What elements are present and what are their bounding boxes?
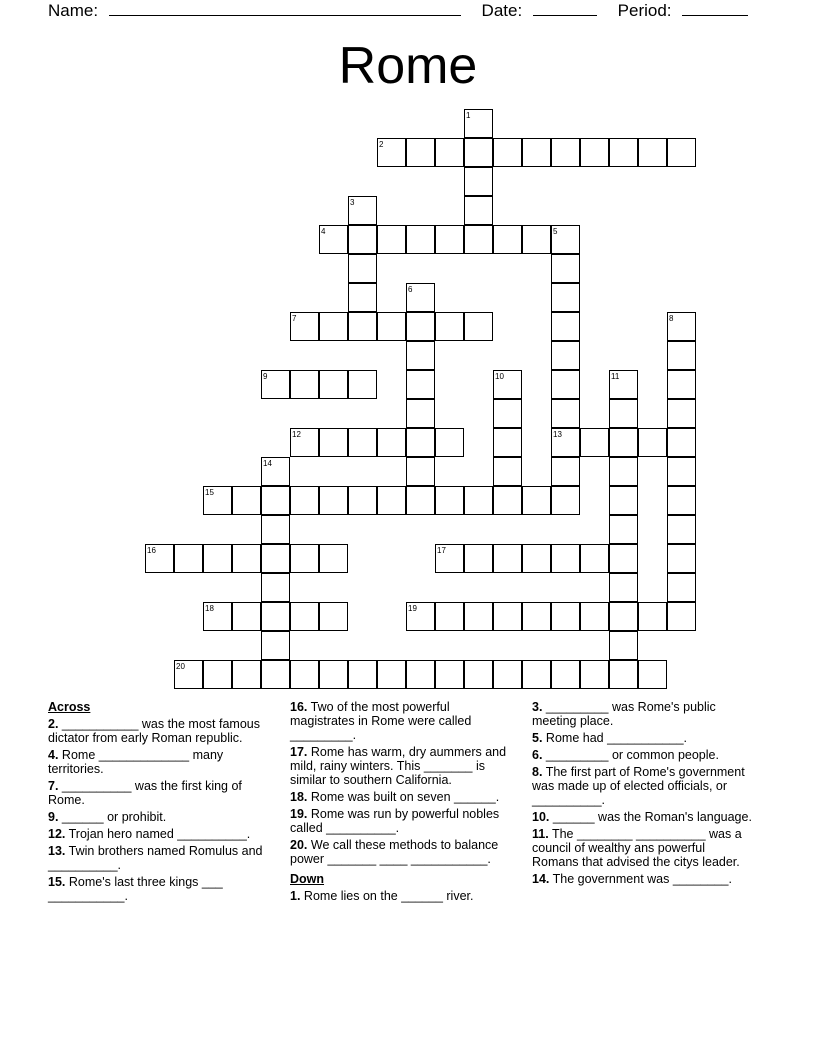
clue-down-11: 11. The ________ __________ was a council of wealthy ans powerful Romans that advised the citys leader. xyxy=(532,827,742,869)
cell-number: 12 xyxy=(292,430,301,439)
cell-number: 18 xyxy=(205,604,214,613)
grid-cell[interactable] xyxy=(464,602,493,631)
grid-cell[interactable] xyxy=(406,457,435,486)
grid-cell[interactable] xyxy=(493,225,522,254)
clue-column-1 xyxy=(48,700,270,906)
cell-number: 1 xyxy=(466,111,471,120)
grid-cell[interactable] xyxy=(551,486,580,515)
grid-cell[interactable] xyxy=(580,602,609,631)
clue-across-20: 20. We call these methods to balance power _______ ____ ___________. xyxy=(290,838,499,866)
grid-cell[interactable] xyxy=(348,225,377,254)
clue-across-16: 16. Two of the most powerful magistrates in Rome were called _________. xyxy=(290,700,472,742)
grid-cell[interactable] xyxy=(551,399,580,428)
clue-across-19: 19. Rome was run by powerful nobles called __________. xyxy=(290,807,500,835)
cell-number: 14 xyxy=(263,459,272,468)
grid-cell[interactable] xyxy=(261,660,290,689)
grid-cell[interactable] xyxy=(580,660,609,689)
clue-across-15: 15. Rome's last three kings ___ ___________. xyxy=(48,875,223,903)
grid-cell[interactable] xyxy=(580,428,609,457)
grid-cell[interactable] xyxy=(667,544,696,573)
grid-cell[interactable] xyxy=(319,660,348,689)
grid-cell[interactable] xyxy=(464,138,493,167)
grid-cell[interactable] xyxy=(551,341,580,370)
grid-cell[interactable] xyxy=(609,457,638,486)
grid-cell[interactable] xyxy=(493,399,522,428)
grid-cell[interactable] xyxy=(667,515,696,544)
cell-number: 4 xyxy=(321,227,326,236)
grid-cell[interactable] xyxy=(493,138,522,167)
grid-cell[interactable] xyxy=(203,486,232,515)
grid-cell[interactable] xyxy=(667,486,696,515)
clue-across-7: 7. __________ was the first king of Rome. xyxy=(48,779,242,807)
clue-down-8: 8. The first part of Rome's government was made up of elected officials, or __________. xyxy=(532,765,745,807)
grid-cell[interactable] xyxy=(667,573,696,602)
grid-cell[interactable] xyxy=(261,631,290,660)
grid-cell[interactable] xyxy=(609,370,638,399)
clue-across-12: 12. Trojan hero named __________. xyxy=(48,827,251,841)
grid-cell[interactable] xyxy=(551,544,580,573)
grid-cell[interactable] xyxy=(522,602,551,631)
grid-cell[interactable] xyxy=(261,544,290,573)
grid-cell[interactable] xyxy=(435,602,464,631)
grid-cell[interactable] xyxy=(406,370,435,399)
grid-cell[interactable] xyxy=(232,544,261,573)
grid-cell[interactable] xyxy=(319,602,348,631)
grid-cell[interactable] xyxy=(464,660,493,689)
grid-cell[interactable] xyxy=(580,138,609,167)
grid-cell[interactable] xyxy=(377,312,406,341)
grid-cell[interactable] xyxy=(551,312,580,341)
grid-cell[interactable] xyxy=(667,428,696,457)
grid-cell[interactable] xyxy=(348,283,377,312)
grid-cell[interactable] xyxy=(667,399,696,428)
clue-across-18: 18. Rome was built on seven ______. xyxy=(290,790,500,804)
name-label: Name: xyxy=(48,1,99,20)
grid-cell[interactable] xyxy=(551,225,580,254)
clue-across-4: 4. Rome _____________ many territories. xyxy=(48,748,224,776)
clue-column-3 xyxy=(532,700,754,889)
grid-cell[interactable] xyxy=(232,660,261,689)
cell-number: 2 xyxy=(379,140,384,149)
down-heading: Down xyxy=(290,872,325,886)
grid-cell[interactable] xyxy=(522,138,551,167)
grid-cell[interactable] xyxy=(609,602,638,631)
grid-cell[interactable] xyxy=(667,457,696,486)
grid-cell[interactable] xyxy=(203,544,232,573)
grid-cell[interactable] xyxy=(290,486,319,515)
grid-cell[interactable] xyxy=(609,486,638,515)
grid-cell[interactable] xyxy=(493,457,522,486)
grid-cell[interactable] xyxy=(609,428,638,457)
grid-cell[interactable] xyxy=(261,515,290,544)
grid-cell[interactable] xyxy=(609,631,638,660)
grid-cell[interactable] xyxy=(290,370,319,399)
clue-across-17: 17. Rome has warm, dry aummers and mild, rainy winters. This _______ is similar to southern California. xyxy=(290,745,507,787)
grid-cell[interactable] xyxy=(551,138,580,167)
cell-number: 8 xyxy=(669,314,674,323)
grid-cell[interactable] xyxy=(406,283,435,312)
cell-number: 19 xyxy=(408,604,417,613)
cell-number: 16 xyxy=(147,546,156,555)
grid-cell[interactable] xyxy=(406,312,435,341)
grid-cell[interactable] xyxy=(348,196,377,225)
grid-cell[interactable] xyxy=(522,225,551,254)
grid-cell[interactable] xyxy=(667,370,696,399)
grid-cell[interactable] xyxy=(609,515,638,544)
clue-down-6: 6. _________ or common people. xyxy=(532,748,719,762)
grid-cell[interactable] xyxy=(464,486,493,515)
grid-cell[interactable] xyxy=(522,486,551,515)
grid-cell[interactable] xyxy=(435,660,464,689)
grid-cell[interactable] xyxy=(493,486,522,515)
grid-cell[interactable] xyxy=(319,428,348,457)
grid-cell[interactable] xyxy=(406,341,435,370)
grid-cell[interactable] xyxy=(319,370,348,399)
grid-cell[interactable] xyxy=(435,138,464,167)
grid-cell[interactable] xyxy=(319,225,348,254)
grid-cell[interactable] xyxy=(464,312,493,341)
cell-number: 15 xyxy=(205,488,214,497)
grid-cell[interactable] xyxy=(464,109,493,138)
cell-number: 11 xyxy=(611,372,620,381)
grid-cell[interactable] xyxy=(406,138,435,167)
grid-cell[interactable] xyxy=(522,660,551,689)
page-title: Rome xyxy=(338,37,478,95)
clue-down-5: 5. Rome had ___________. xyxy=(532,731,688,745)
grid-cell[interactable] xyxy=(290,312,319,341)
grid-cell[interactable] xyxy=(406,225,435,254)
grid-cell[interactable] xyxy=(377,428,406,457)
grid-cell[interactable] xyxy=(319,544,348,573)
grid-cell[interactable] xyxy=(638,602,667,631)
grid-cell[interactable] xyxy=(551,457,580,486)
grid-cell[interactable] xyxy=(261,602,290,631)
grid-cell[interactable] xyxy=(348,428,377,457)
grid-cell[interactable] xyxy=(232,486,261,515)
grid-cell[interactable] xyxy=(609,660,638,689)
grid-cell[interactable] xyxy=(435,225,464,254)
grid-cell[interactable] xyxy=(638,660,667,689)
cell-number: 10 xyxy=(495,372,504,381)
grid-cell[interactable] xyxy=(638,428,667,457)
grid-cell[interactable] xyxy=(667,312,696,341)
grid-cell[interactable] xyxy=(551,254,580,283)
clue-down-1: 1. Rome lies on the ______ river. xyxy=(290,889,474,903)
grid-cell[interactable] xyxy=(174,660,203,689)
grid-cell[interactable] xyxy=(551,283,580,312)
cell-number: 9 xyxy=(263,372,268,381)
date-label: Date: xyxy=(481,1,523,20)
grid-cell[interactable] xyxy=(667,138,696,167)
clue-across-13: 13. Twin brothers named Romulus and __________. xyxy=(48,844,263,872)
grid-cell[interactable] xyxy=(406,602,435,631)
grid-cell[interactable] xyxy=(406,428,435,457)
grid-cell[interactable] xyxy=(348,486,377,515)
grid-cell[interactable] xyxy=(377,138,406,167)
grid-cell[interactable] xyxy=(551,370,580,399)
grid-cell[interactable] xyxy=(493,370,522,399)
cell-number: 6 xyxy=(408,285,413,294)
grid-cell[interactable] xyxy=(464,225,493,254)
grid-cell[interactable] xyxy=(435,312,464,341)
cell-number: 3 xyxy=(350,198,355,207)
grid-cell[interactable] xyxy=(551,602,580,631)
grid-cell[interactable] xyxy=(667,602,696,631)
grid-cell[interactable] xyxy=(551,660,580,689)
grid-cell[interactable] xyxy=(319,486,348,515)
grid-cell[interactable] xyxy=(261,457,290,486)
grid-cell[interactable] xyxy=(203,602,232,631)
grid-cell[interactable] xyxy=(348,312,377,341)
grid-cell[interactable] xyxy=(609,138,638,167)
clue-column-2 xyxy=(290,700,512,906)
grid-cell[interactable] xyxy=(377,225,406,254)
grid-cell[interactable] xyxy=(493,660,522,689)
grid-cell[interactable] xyxy=(377,660,406,689)
clue-down-14: 14. The government was ________. xyxy=(532,872,732,886)
grid-cell[interactable] xyxy=(667,341,696,370)
grid-cell[interactable] xyxy=(290,602,319,631)
grid-cell[interactable] xyxy=(580,544,609,573)
grid-cell[interactable] xyxy=(290,660,319,689)
grid-cell[interactable] xyxy=(493,602,522,631)
grid-cell[interactable] xyxy=(493,544,522,573)
cell-number: 7 xyxy=(292,314,297,323)
across-heading: Across xyxy=(48,700,91,714)
grid-cell[interactable] xyxy=(377,486,406,515)
grid-cell[interactable] xyxy=(609,399,638,428)
clue-across-2: 2. ___________ was the most famous dictator from early Roman republic. xyxy=(48,717,260,745)
grid-cell[interactable] xyxy=(435,486,464,515)
grid-cell[interactable] xyxy=(609,573,638,602)
grid-cell[interactable] xyxy=(145,544,174,573)
grid-cell[interactable] xyxy=(551,428,580,457)
grid-cell[interactable] xyxy=(464,196,493,225)
period-label: Period: xyxy=(617,1,672,20)
cell-number: 13 xyxy=(553,430,562,439)
cell-number: 5 xyxy=(553,227,558,236)
grid-cell[interactable] xyxy=(464,167,493,196)
grid-cell[interactable] xyxy=(261,370,290,399)
grid-cell[interactable] xyxy=(174,544,203,573)
grid-cell[interactable] xyxy=(290,544,319,573)
grid-cell[interactable] xyxy=(203,660,232,689)
grid-cell[interactable] xyxy=(348,660,377,689)
grid-cell[interactable] xyxy=(232,602,261,631)
grid-cell[interactable] xyxy=(435,544,464,573)
grid-cell[interactable] xyxy=(406,399,435,428)
grid-cell[interactable] xyxy=(493,428,522,457)
cell-number: 17 xyxy=(437,546,446,555)
grid-cell[interactable] xyxy=(319,312,348,341)
cell-number: 20 xyxy=(176,662,185,671)
grid-cell[interactable] xyxy=(435,428,464,457)
grid-cell[interactable] xyxy=(290,428,319,457)
grid-cell[interactable] xyxy=(638,138,667,167)
grid-cell[interactable] xyxy=(464,544,493,573)
grid-cell[interactable] xyxy=(348,370,377,399)
grid-cell[interactable] xyxy=(522,544,551,573)
grid-cell[interactable] xyxy=(261,486,290,515)
clue-down-10: 10. ______ was the Roman's language. xyxy=(532,810,752,824)
grid-cell[interactable] xyxy=(348,254,377,283)
grid-cell[interactable] xyxy=(406,660,435,689)
clue-down-3: 3. _________ was Rome's public meeting place. xyxy=(532,700,716,728)
grid-cell[interactable] xyxy=(261,573,290,602)
grid-cell[interactable] xyxy=(609,544,638,573)
clue-across-9: 9. ______ or prohibit. xyxy=(48,810,167,824)
grid-cell[interactable] xyxy=(406,486,435,515)
